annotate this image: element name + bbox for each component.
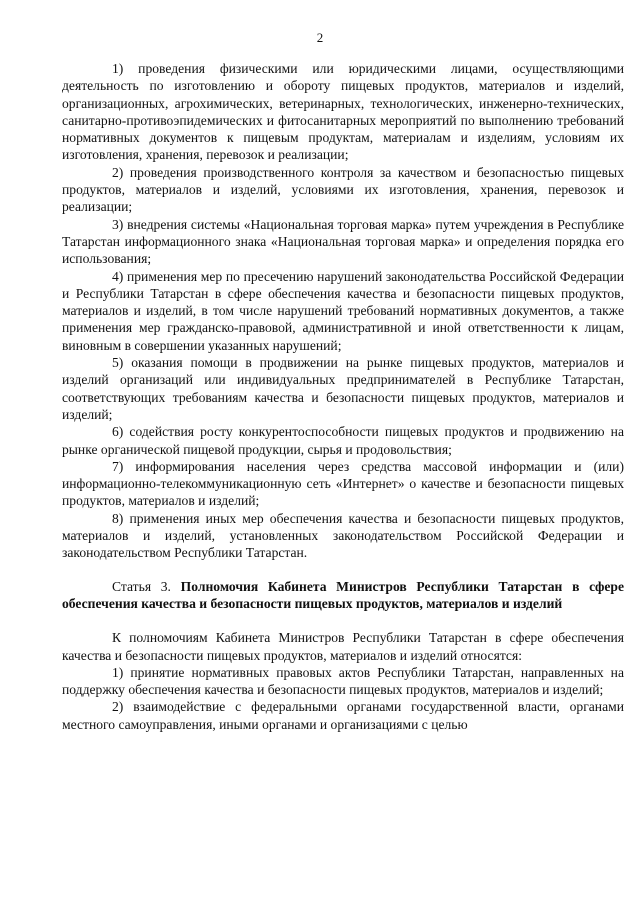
list-item: 7) информирования населения через средства массовой информации и (или) информационно-телекоммуникационную сеть «Интернет» о качестве и безопасности пищевых продуктов, материалов и изделий; — [62, 458, 624, 509]
list-item: 6) содействия росту конкурентоспособности пищевых продуктов и продвижению на рынке органической пищевой продукции, сырья и продовольствия; — [62, 424, 624, 457]
list-item: 1) проведения физическими или юридическими лицами, осуществляющими деятельность по изготовлению и обороту пищевых продуктов, материалов и изделий, организационных, агрохимических, ветеринарных, технологических, инженерно-технических, санитарно-противоэпидемических и фитосанитарных мероприятий по выполнению требований нормативных документов к пищевым продуктам, материалам и изделиям, условиям их изготовления, хранения, перевозок и реализации; — [62, 61, 624, 163]
article-intro: К полномочиям Кабинета Министров Республики Татарстан в сфере обеспечения качества и безопасности пищевых продуктов, материалов и изделий относятся: — [62, 630, 624, 663]
article-heading — [62, 578, 624, 614]
article-label: Статья 3. — [112, 578, 171, 594]
list-item: 2) проведения производственного контроля за качеством и безопасностью пищевых продуктов, материалов и изделий, условиями их изготовления, хранения, перевозок и реализации; — [62, 164, 624, 215]
list-item: 3) внедрения системы «Национальная торговая марка» путем учреждения в Республике Татарстан информационного знака «Национальная торговая марка» и определения порядка его использования; — [62, 216, 624, 267]
list-item: 2) взаимодействие с федеральными органами государственной власти, органами местного самоуправления, иными органами и организациями с целью — [62, 699, 624, 732]
list-item: 4) применения мер по пресечению нарушений законодательства Российской Федерации и Республики Татарстан в сфере обеспечения качества и безопасности пищевых продуктов, материалов и изделий, в том числе нарушений требований нормативных документов, а также применения мер гражданско-правовой, административной и иной ответственности к лицам, виновным в совершении указанных нарушений; — [62, 268, 624, 353]
list-item: 1) принятие нормативных правовых актов Республики Татарстан, направленных на поддержку обеспечения качества и безопасности пищевых продуктов, материалов и изделий; — [62, 664, 624, 698]
page-number: 2 — [316, 30, 324, 45]
article-title: Полномочия Кабинета Министров Республики Татарстан в сфере обеспечения качества и безопасности пищевых продуктов, материалов и изделий — [62, 578, 624, 612]
page-content — [62, 60, 624, 733]
list-item: 5) оказания помощи в продвижении на рынке пищевых продуктов, материалов и изделий организаций или индивидуальных предпринимателей в Республике Татарстан, соответствующих требованиям качества и безопасности пищевых продуктов, материалов и изделий; — [62, 355, 624, 422]
list-item: 8) применения иных мер обеспечения качества и безопасности пищевых продуктов, материалов и изделий, установленных законодательством Российской Федерации и законодательством Республики Татарстан. — [62, 510, 624, 561]
